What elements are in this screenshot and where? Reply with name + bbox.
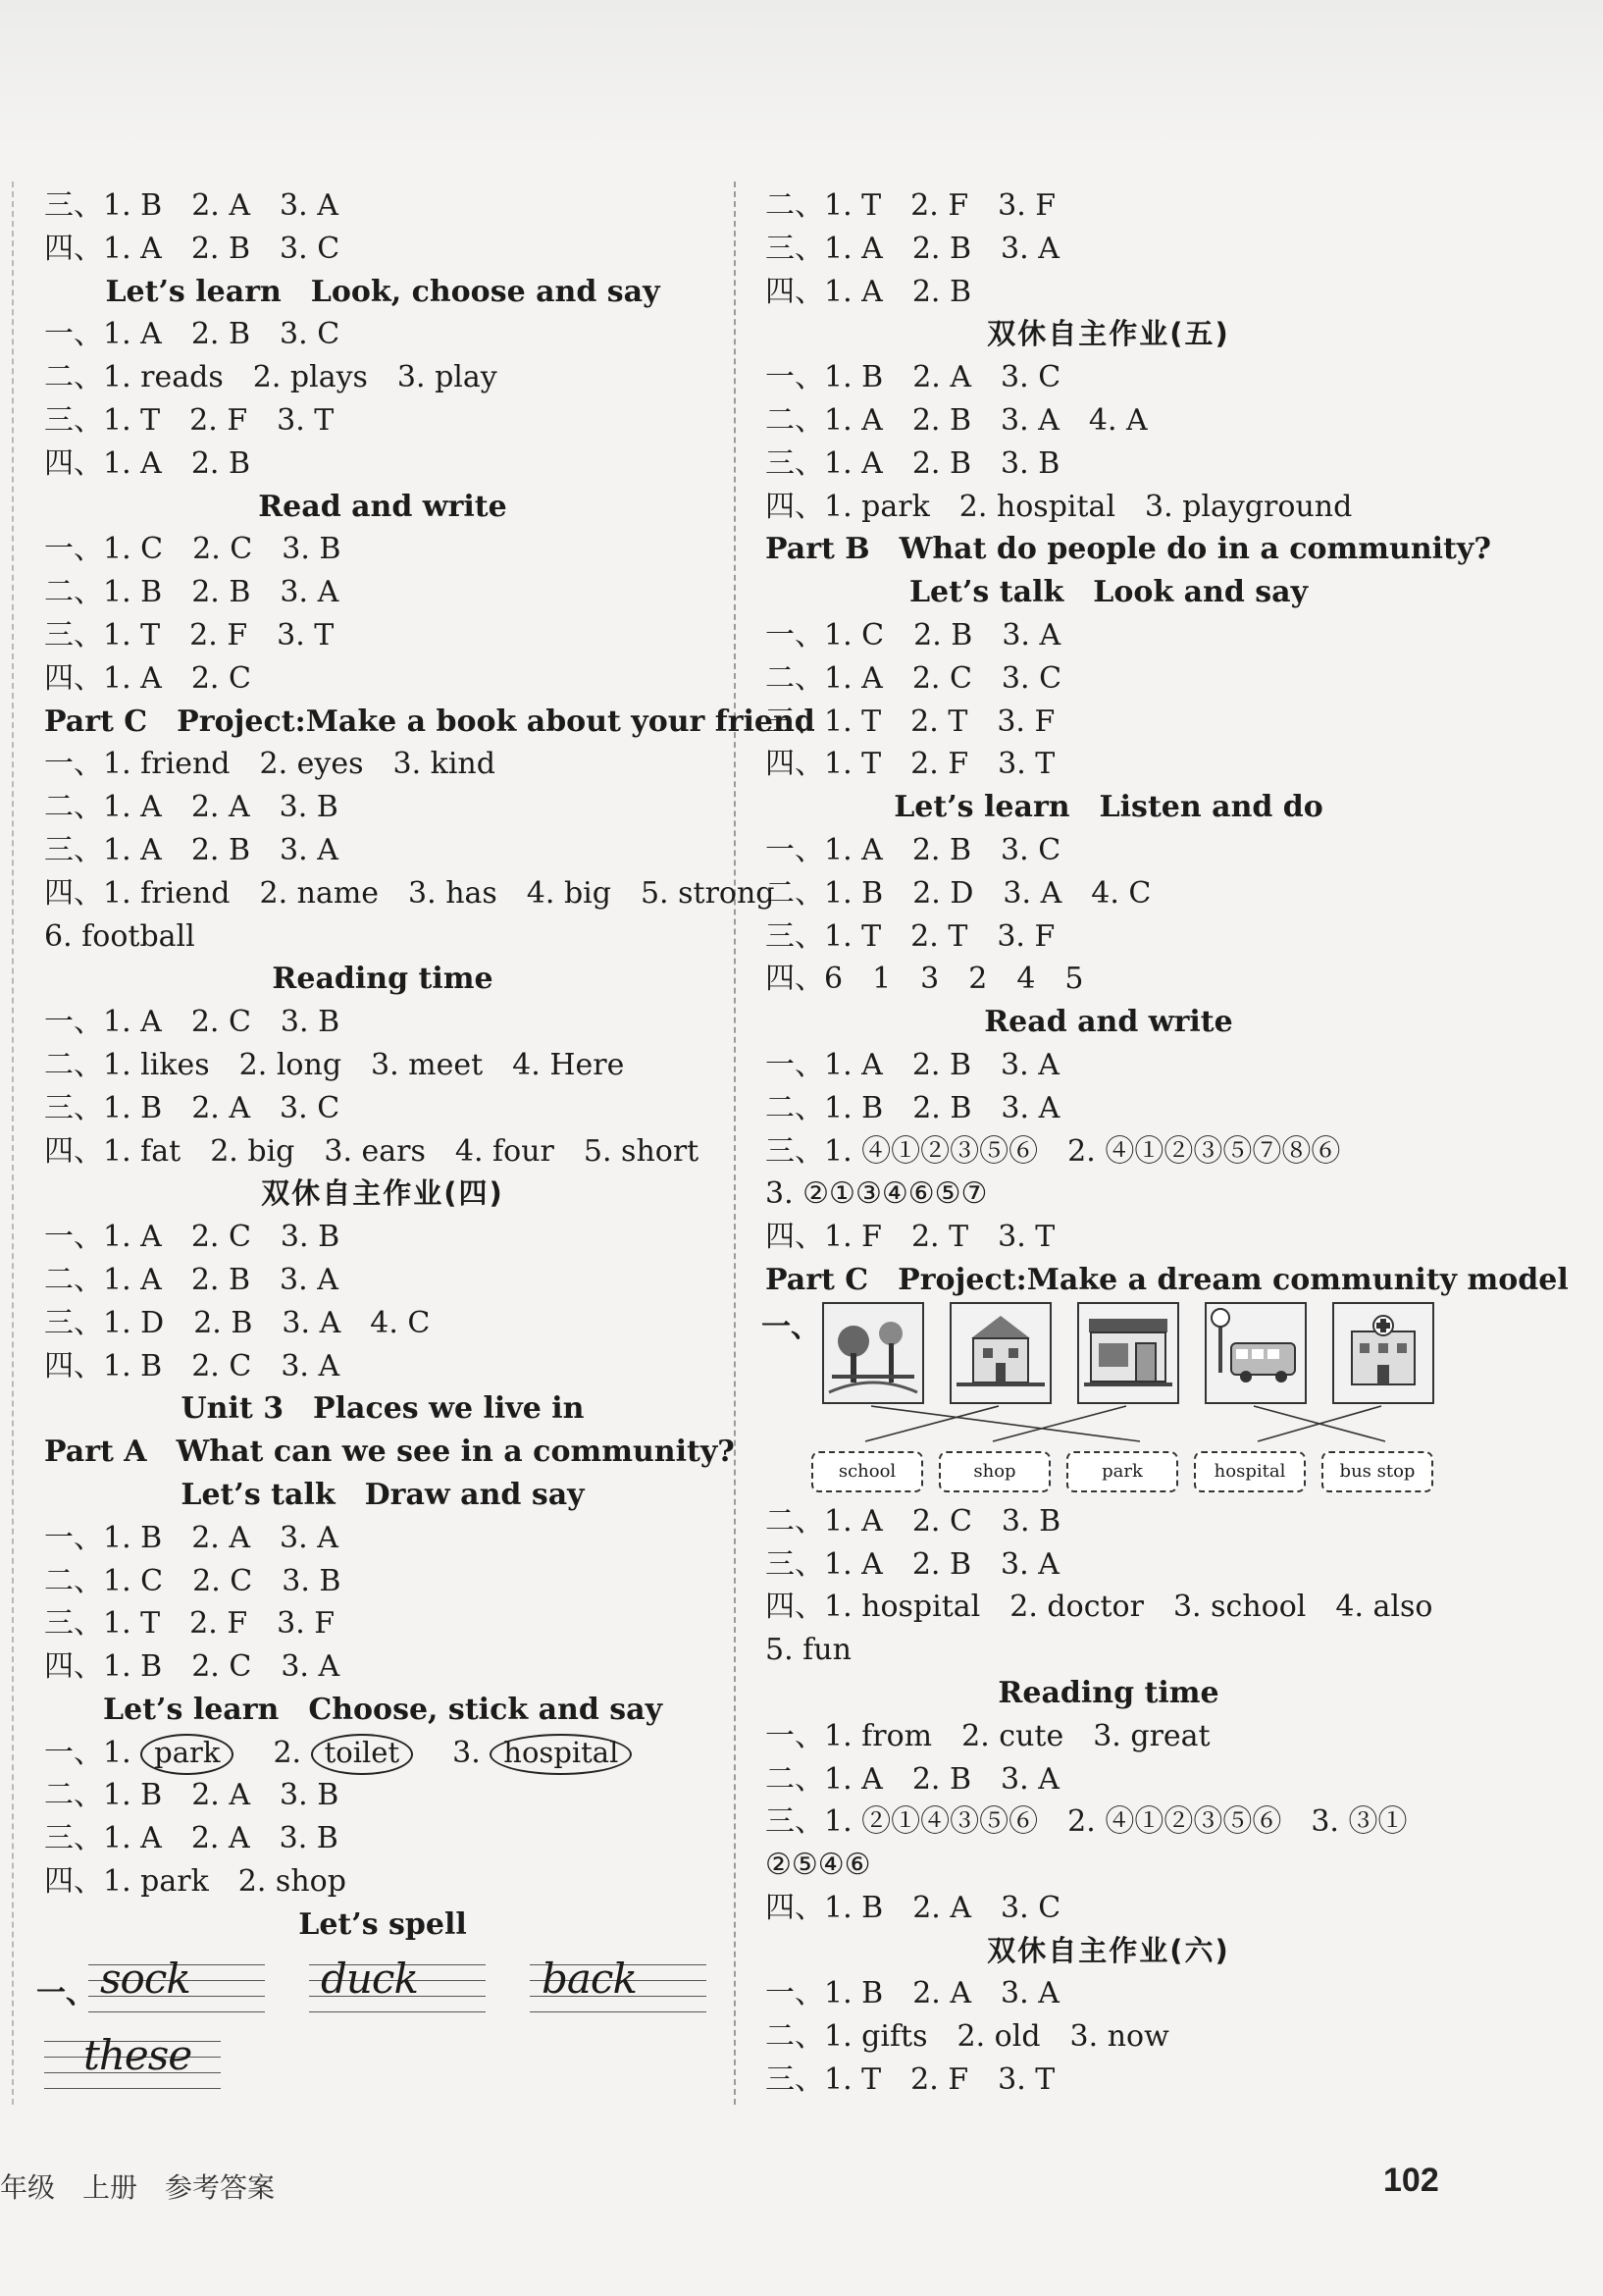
column-divider bbox=[734, 182, 736, 2105]
section-heading: Let’s talk Look and say bbox=[908, 575, 1309, 610]
answer-line: 三、1. T 2. F 3. F bbox=[44, 1606, 336, 1642]
answer-line: ②⑤④⑥ bbox=[765, 1848, 871, 1883]
spell-row-1 bbox=[36, 1947, 721, 2027]
answer-line: 三、1. ②①④③⑤⑥ 2. ④①②③⑤⑥ 3. ③① bbox=[765, 1804, 1408, 1840]
matching-lines bbox=[765, 1404, 1452, 1443]
circled-word: hospital bbox=[490, 1734, 632, 1775]
answer-line: 二、1. B 2. B 3. A bbox=[765, 1090, 1060, 1125]
answer-line: 二、1. A 2. B 3. A bbox=[765, 1761, 1060, 1797]
answer-line: 一、1. friend 2. eyes 3. kind bbox=[44, 747, 495, 782]
matching-prefix: 一、 bbox=[761, 1309, 820, 1344]
answer-line: 二、1. T 2. F 3. F bbox=[765, 188, 1057, 223]
match-label: shop bbox=[939, 1451, 1051, 1492]
answer-line: 一、1. B 2. A 3. A bbox=[765, 1976, 1060, 2011]
answer-line: 四、1. F 2. T 3. T bbox=[765, 1220, 1056, 1255]
answer-line: 三、1. B 2. A 3. A bbox=[44, 188, 338, 223]
answer-number: 2. bbox=[273, 1735, 302, 1770]
section-heading: Read and write bbox=[258, 489, 507, 524]
answer-line: 二、1. gifts 2. old 3. now bbox=[765, 2019, 1169, 2055]
answer-line: 二、1. B 2. D 3. A 4. C bbox=[765, 875, 1152, 911]
answer-line: 二、1. likes 2. long 3. meet 4. Here bbox=[44, 1047, 625, 1082]
answer-line: 四、1. T 2. F 3. T bbox=[765, 747, 1056, 782]
answer-line: 一、1. from 2. cute 3. great bbox=[765, 1718, 1211, 1753]
section-heading: 双休自主作业(四) bbox=[261, 1176, 504, 1211]
match-label: school bbox=[811, 1451, 923, 1492]
spell-word: sock bbox=[100, 1954, 190, 2003]
answer-line: 三、1. T 2. F 3. T bbox=[765, 2062, 1056, 2098]
section-heading: 双休自主作业(六) bbox=[987, 1933, 1230, 1967]
school-picture-icon bbox=[950, 1302, 1052, 1404]
answer-line-circled bbox=[44, 1732, 721, 1775]
spell-box-back bbox=[530, 1951, 706, 2019]
answer-line: 四、1. A 2. B bbox=[44, 445, 251, 481]
section-heading: Reading time bbox=[272, 962, 493, 997]
bus-stop-picture-icon bbox=[1205, 1302, 1307, 1404]
matching-labels bbox=[765, 1443, 1452, 1500]
right-column bbox=[761, 184, 1569, 2102]
section-heading: Let’s learn Choose, stick and say bbox=[103, 1692, 662, 1727]
answer-line: 三、1. A 2. B 3. A bbox=[44, 832, 338, 867]
answer-line: 6. football bbox=[44, 918, 195, 954]
answer-line: 二、1. A 2. B 3. A 4. A bbox=[765, 402, 1148, 438]
answer-line: 三、1. A 2. B 3. B bbox=[765, 445, 1060, 481]
answer-line: 三、1. B 2. A 3. C bbox=[44, 1090, 340, 1125]
hospital-picture-icon bbox=[1332, 1302, 1434, 1404]
section-heading: Unit 3 Places we live in bbox=[181, 1391, 585, 1427]
page-number: 102 bbox=[1383, 2162, 1439, 2199]
spell-word: these bbox=[83, 2030, 192, 2079]
spell-row-2 bbox=[44, 2027, 721, 2108]
answer-line: 三、1. T 2. T 3. F bbox=[765, 704, 1056, 739]
section-heading: Reading time bbox=[998, 1675, 1219, 1710]
match-label: hospital bbox=[1194, 1451, 1306, 1492]
answer-line: 三、1. T 2. T 3. F bbox=[765, 918, 1056, 954]
section-heading: Let’s spell bbox=[298, 1906, 467, 1942]
answer-line: 5. fun bbox=[765, 1633, 852, 1668]
answer-line: 一、1. A 2. C 3. B bbox=[44, 1220, 340, 1255]
answer-line: 一、1. B 2. A 3. C bbox=[765, 360, 1061, 395]
top-shadow bbox=[0, 0, 1603, 147]
answer-line: 一、1. A 2. B 3. C bbox=[44, 317, 340, 352]
match-label: park bbox=[1066, 1451, 1178, 1492]
answer-line: 二、1. A 2. C 3. B bbox=[765, 1503, 1061, 1539]
section-heading: Part C Project:Make a dream community model bbox=[765, 1262, 1569, 1297]
answer-prefix: 一、1. bbox=[44, 1735, 131, 1770]
spell-prefix: 一、 bbox=[36, 1975, 95, 2010]
section-heading: Part A What can we see in a community? bbox=[44, 1435, 735, 1470]
answer-line: 一、1. A 2. B 3. A bbox=[765, 1047, 1060, 1082]
answer-line: 四、1. A 2. B bbox=[765, 274, 972, 309]
answer-line: 3. ②①③④⑥⑤⑦ bbox=[765, 1176, 988, 1212]
answer-line: 一、1. A 2. C 3. B bbox=[44, 1005, 340, 1040]
answer-line: 一、1. B 2. A 3. A bbox=[44, 1520, 338, 1555]
answer-line: 四、1. B 2. C 3. A bbox=[44, 1348, 340, 1383]
answer-line: 一、1. C 2. B 3. A bbox=[765, 617, 1061, 652]
spell-word: back bbox=[542, 1954, 637, 2003]
shop-picture-icon bbox=[1077, 1302, 1179, 1404]
answer-line: 四、6 1 3 2 4 5 bbox=[765, 962, 1084, 997]
answer-line: 二、1. reads 2. plays 3. play bbox=[44, 360, 497, 395]
answer-line: 四、1. hospital 2. doctor 3. school 4. also bbox=[765, 1590, 1433, 1625]
answer-number: 3. bbox=[452, 1735, 481, 1770]
answer-line: 四、1. A 2. B 3. C bbox=[44, 231, 340, 266]
answer-line: 二、1. B 2. B 3. A bbox=[44, 575, 339, 610]
spell-word: duck bbox=[321, 1954, 418, 2003]
spell-box-sock bbox=[88, 1951, 265, 2019]
answer-line: 二、1. A 2. B 3. A bbox=[44, 1262, 338, 1297]
answer-line: 一、1. A 2. B 3. C bbox=[765, 832, 1061, 867]
answer-line: 二、1. A 2. A 3. B bbox=[44, 790, 338, 825]
answer-line: 三、1. A 2. B 3. A bbox=[765, 231, 1060, 266]
answer-line: 四、1. A 2. C bbox=[44, 660, 251, 696]
section-heading: Read and write bbox=[984, 1005, 1233, 1040]
park-picture-icon bbox=[822, 1302, 924, 1404]
answer-line: 三、1. ④①②③⑤⑥ 2. ④①②③⑤⑦⑧⑥ bbox=[765, 1133, 1341, 1169]
answer-line: 三、1. T 2. F 3. T bbox=[44, 402, 335, 438]
answer-line: 二、1. A 2. C 3. C bbox=[765, 660, 1062, 696]
answer-line: 四、1. B 2. C 3. A bbox=[44, 1649, 340, 1685]
right-answer-lines-top bbox=[765, 184, 1569, 1302]
right-answer-lines-bottom bbox=[765, 1500, 1452, 2102]
page-edge bbox=[12, 182, 16, 2105]
answer-line: 二、1. B 2. A 3. B bbox=[44, 1778, 339, 1813]
circled-word: park bbox=[140, 1734, 233, 1775]
answer-line: 三、1. A 2. A 3. B bbox=[44, 1821, 338, 1856]
circled-word: toilet bbox=[311, 1734, 413, 1775]
answer-line: 三、1. D 2. B 3. A 4. C bbox=[44, 1305, 431, 1340]
answer-line: 四、1. park 2. shop bbox=[44, 1864, 346, 1900]
answer-line: 一、1. C 2. C 3. B bbox=[44, 532, 341, 567]
answer-line: 四、1. friend 2. name 3. has 4. big 5. strong bbox=[44, 875, 775, 911]
answer-line: 三、1. A 2. B 3. A bbox=[765, 1546, 1060, 1582]
section-heading: Let’s learn Listen and do bbox=[894, 790, 1323, 825]
spell-box-duck bbox=[309, 1951, 486, 2019]
section-heading: Let’s learn Look, choose and say bbox=[105, 274, 660, 309]
section-heading: Part B What do people do in a community? bbox=[765, 532, 1491, 567]
answer-line: 三、1. T 2. F 3. T bbox=[44, 617, 335, 652]
section-heading: Let’s talk Draw and say bbox=[181, 1477, 585, 1512]
answer-line: 二、1. C 2. C 3. B bbox=[44, 1563, 341, 1598]
answer-line: 四、1. park 2. hospital 3. playground bbox=[765, 489, 1353, 524]
matching-pictures bbox=[761, 1302, 1452, 1420]
answer-line: 四、1. B 2. A 3. C bbox=[765, 1890, 1061, 1925]
section-heading: 双休自主作业(五) bbox=[987, 317, 1230, 351]
section-heading: Part C Project:Make a book about your friend bbox=[44, 704, 815, 739]
match-label: bus stop bbox=[1321, 1451, 1433, 1492]
answer-line: 四、1. fat 2. big 3. ears 4. four 5. short bbox=[44, 1133, 699, 1169]
spell-box-these bbox=[44, 2027, 221, 2096]
footer-text: 年级 上册 参考答案 bbox=[0, 2171, 276, 2204]
